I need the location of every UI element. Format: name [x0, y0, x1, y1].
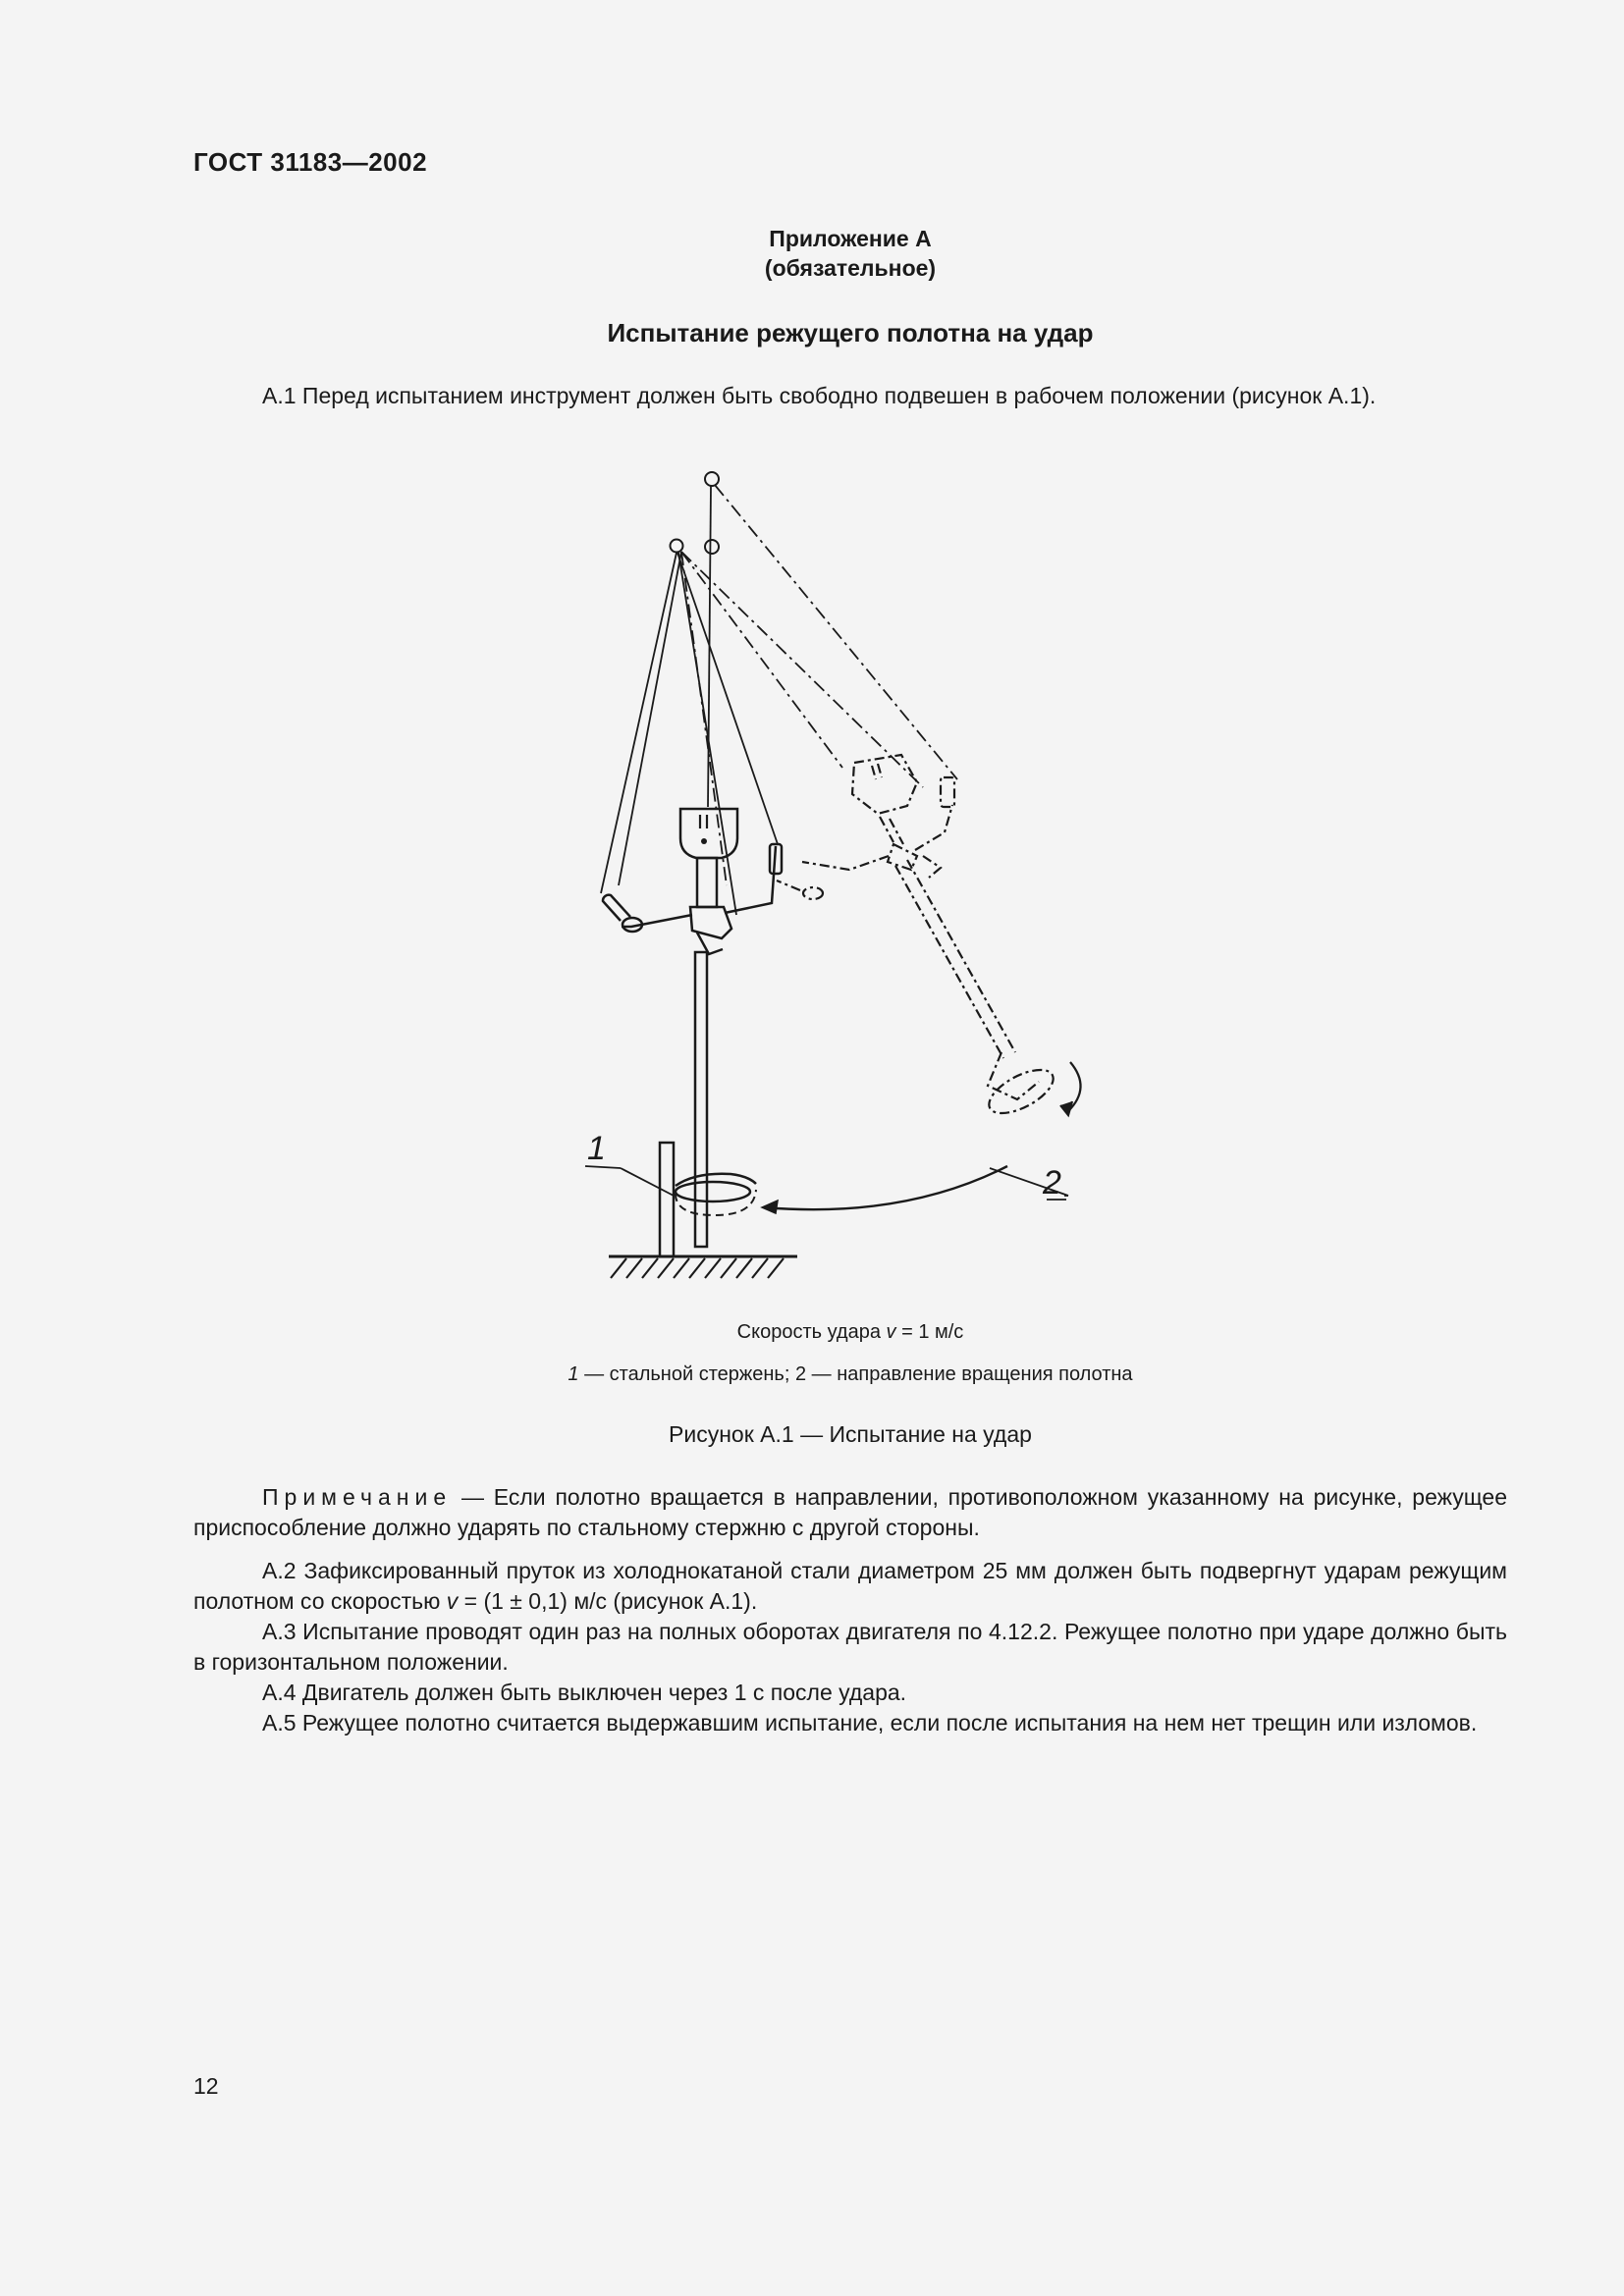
figure-legend: 1 — стальной стержень; 2 — направление вращения полотна [568, 1363, 1133, 1385]
steel-rod [660, 1143, 674, 1256]
paragraph-a2: А.2 Зафиксированный пруток из холоднокатаной стали диаметром 25 мм должен быть подвергнут ударам режущим полотном со скоростью v = (1 ± 0,1) м/с (рисунок А.1). [193, 1558, 1507, 1614]
ground-hatch [609, 1256, 797, 1278]
suspension-lines-solid [601, 486, 778, 915]
impact-test-figure [550, 454, 1119, 1308]
paragraph-a5: А.5 Режущее полотно считается выдержавшим испытание, если после испытания на нем нет трещин или изломов. [262, 1710, 1478, 1735]
paragraphs-a2-a5 [193, 1556, 1507, 1738]
trimmer-initial [603, 809, 782, 1247]
section-title: Испытание режущего полотна на удар [607, 318, 1094, 347]
label-1: 1 [587, 1130, 606, 1167]
document-id: ГОСТ 31183—2002 [193, 147, 428, 177]
trimmer-swung [777, 755, 1059, 1122]
suspension-point-a [705, 540, 719, 554]
figure-title: Рисунок А.1 — Испытание на удар [669, 1421, 1032, 1447]
note-label: Примечание [262, 1484, 453, 1510]
note: Примечание — Если полотно вращается в направлении, противоположном указанному на рисунке, режущее приспособление должно ударять по стальному стержню с другой стороны. [193, 1484, 1507, 1540]
paragraph-a4: А.4 Двигатель должен быть выключен через 1 с после удара. [262, 1680, 907, 1705]
suspension-point-b [671, 540, 683, 553]
annex-status: (обязательное) [764, 255, 937, 281]
page-number: 12 [193, 2073, 219, 2099]
trajectory-arrow [764, 1166, 1007, 1209]
label-2: 2 [1043, 1164, 1061, 1201]
figure-caption-speed: Скорость удара v = 1 м/с [736, 1321, 964, 1343]
paragraph-a1: А.1 Перед испытанием инструмент должен быть свободно подвешен в рабочем положении (рисунок А.1). [262, 383, 1377, 408]
annex-title: Приложение А [769, 226, 932, 251]
paragraph-a3: А.3 Испытание проводят один раз на полных оборотах двигателя по 4.12.2. Режущее полотно при ударе должно быть в горизонтальном положении. [193, 1619, 1507, 1675]
